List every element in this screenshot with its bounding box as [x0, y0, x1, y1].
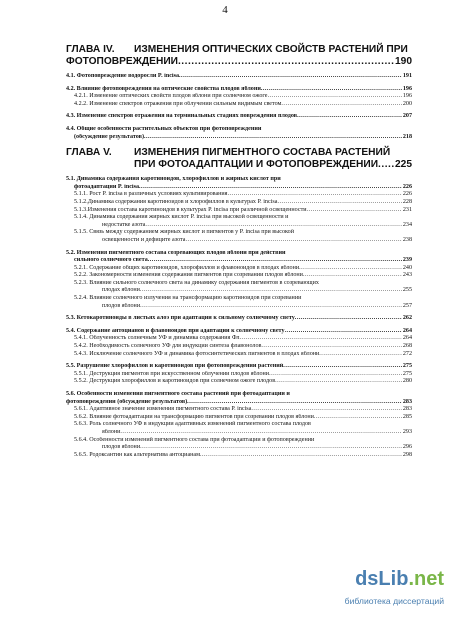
- toc-entry: 5.1.5. Связь между содержанием жирных кислот и пигментов у P. incisa при высокой: [74, 229, 294, 236]
- toc-entry: освещенности и дефиците азота ..... 238: [66, 237, 412, 245]
- toc-entry: 5.6.5. Родоксантин как альтернатива антоцианам ..... 298: [66, 452, 412, 460]
- toc-entry: 4.4. Общие особенности растительных объектов при фотоповреждении: [66, 125, 262, 132]
- toc-entry: 4.1. Фотоповреждение водоросли P. incisa ..... 191: [66, 73, 412, 81]
- toc-entry: плодов яблони ..... 296: [66, 444, 412, 452]
- toc-entry: 5.6.1. Адаптивное значение изменения пигментного состава P. incisa ..... 283: [66, 406, 412, 414]
- chapter-label: ГЛАВА IV.: [66, 44, 115, 55]
- chapter-title: ИЗМЕНЕНИЯ ОПТИЧЕСКИХ СВОЙСТВ РАСТЕНИЙ ПРИ: [134, 44, 408, 55]
- toc-entry: фотоповреждении (обсуждение результатов) ..... 283: [66, 399, 412, 407]
- toc-entry: 5.5.2. Деструкция хлорофиллов и каротиноидов при солнечном ожоге плодов ..... 280: [66, 378, 412, 386]
- toc-entry: сильного солнечного света ..... 239: [66, 257, 412, 265]
- toc-entry: 5.4.1. Облученность солнечным УФ и динамика содержания Фл ..... 264: [66, 335, 412, 343]
- chapter-title: ФОТОПОВРЕЖДЕНИИ: [66, 56, 178, 67]
- toc-entry: 4.3. Изменение спектров отражения на терминальных стадиях повреждения плодов ..... 207: [66, 113, 412, 121]
- toc-entry: 5.5. Разрушение хлорофиллов и каротиноидов при фотоповреждении растений ..... 275: [66, 363, 412, 371]
- toc-entry: (обсуждение результатов) ..... 218: [66, 134, 412, 142]
- chapter-label: ГЛАВА V.: [66, 147, 112, 159]
- toc-entry: 5.1.2.Динамика содержания каротиноидов и хлорофиллов в культурах P. incisa ..... 228: [66, 199, 412, 207]
- toc-entry: 5.2. Изменения пигментного состава созревающих плодов яблони при действии: [66, 249, 286, 256]
- toc-entry: 5.4. Содержание антоцианов и флавоноидов при адаптации к солнечному свету ..... 264: [66, 328, 412, 336]
- watermark-subtitle: библиотека диссертаций: [344, 596, 444, 606]
- toc-entry: 5.1. Динамика содержания каротиноидов, хлорофиллов и жирных кислот при: [66, 176, 281, 183]
- toc-entry: 5.2.4. Влияние солнечного излучения на трансформацию каротиноидов при созревании: [74, 295, 302, 302]
- toc-entry: 5.5.1. Деструкция пигментов при искусственном облучении плодов яблони ..... 275: [66, 371, 412, 379]
- toc-entry: 5.2.3. Влияние сильного солнечного света на динамику содержания пигментов в созревающих: [74, 279, 319, 286]
- toc-entry: 5.6. Особенности изменения пигментного состава растений при фотоадаптации и: [66, 391, 290, 397]
- toc-entry: яблони ..... 293: [66, 429, 412, 437]
- chapter-4-heading: [66, 44, 412, 68]
- toc-entry: плодах яблони ..... 255: [66, 287, 412, 295]
- chapter-title: ИЗМЕНЕНИЯ ПИГМЕНТНОГО СОСТАВА РАСТЕНИЙ: [134, 147, 391, 159]
- toc-entry: фотоадаптации P. incisa ..... 226: [66, 184, 412, 192]
- toc-entry: 4.2.1. Изменение оптических свойств плодов яблони при солнечном ожоге ..... 196: [66, 93, 412, 101]
- toc-entry: 5.1.4. Динамика содержания жирных кислот P. incisa при высокой освещенности и: [74, 214, 289, 221]
- toc-entry: недостатке азота ..... 234: [66, 222, 412, 230]
- chapter-title: ПРИ ФОТОАДАПТАЦИИ И ФОТОПОВРЕЖДЕНИИ: [134, 159, 379, 171]
- toc-entry: 5.4.2. Необходимость солнечного УФ для индукции синтеза флавонолов ..... 268: [66, 343, 412, 351]
- toc-entry: 5.1.1. Рост P. incisa в различных условиях культивирования ..... 226: [66, 191, 412, 199]
- toc-entry: 5.1.3.Изменения состава каротиноидов в культурах P. incisa при различной освещенности ..... 231: [66, 207, 412, 215]
- page-number: 4: [222, 4, 228, 16]
- toc-entry: плодов яблони ..... 257: [66, 303, 412, 311]
- toc-entry: 5.6.3. Роль солнечного УФ в индукции адаптивных изменений пигментного состава плодов: [74, 421, 311, 428]
- toc-entry: 5.3. Кетокаротиноиды в листьях алоэ при адаптации к сильному солнечному свету ..... 262: [66, 315, 412, 323]
- toc-entry: 4.2. Влияние фотоповреждения на оптические свойства плодов яблони ..... 196: [66, 86, 412, 94]
- watermark: [338, 568, 448, 618]
- watermark-logo: dsLib.net: [355, 568, 444, 590]
- chapter-page: 225: [395, 159, 412, 171]
- chapter-page: 190: [395, 56, 412, 67]
- toc-entry: 5.4.3. Исключение солнечного УФ и динамика фотосинтетических пигментов в плодах яблони ..... 272: [66, 351, 412, 359]
- toc-entry: 5.6.2. Влияние фотоадаптации на трансформацию пигментов при созревании плодов яблони ..... 285: [66, 414, 412, 422]
- toc-entry: 5.2.1. Содержание общих каротиноидов, хлорофиллов и флавоноидов в плодах яблони ..... 240: [66, 265, 412, 273]
- table-of-contents: [66, 38, 412, 459]
- toc-entry: 5.2.2. Закономерности изменения содержания пигментов при созревании плодов яблони ..... 243: [66, 272, 412, 280]
- chapter-5-heading: [66, 147, 412, 171]
- toc-entry: 5.6.4. Особенности изменений пигментного состава при фотоадаптации и фотоповреждении: [74, 436, 315, 443]
- toc-entry: 4.2.2. Изменение спектров отражения при облучении сильным видимым светом ..... 200: [66, 101, 412, 109]
